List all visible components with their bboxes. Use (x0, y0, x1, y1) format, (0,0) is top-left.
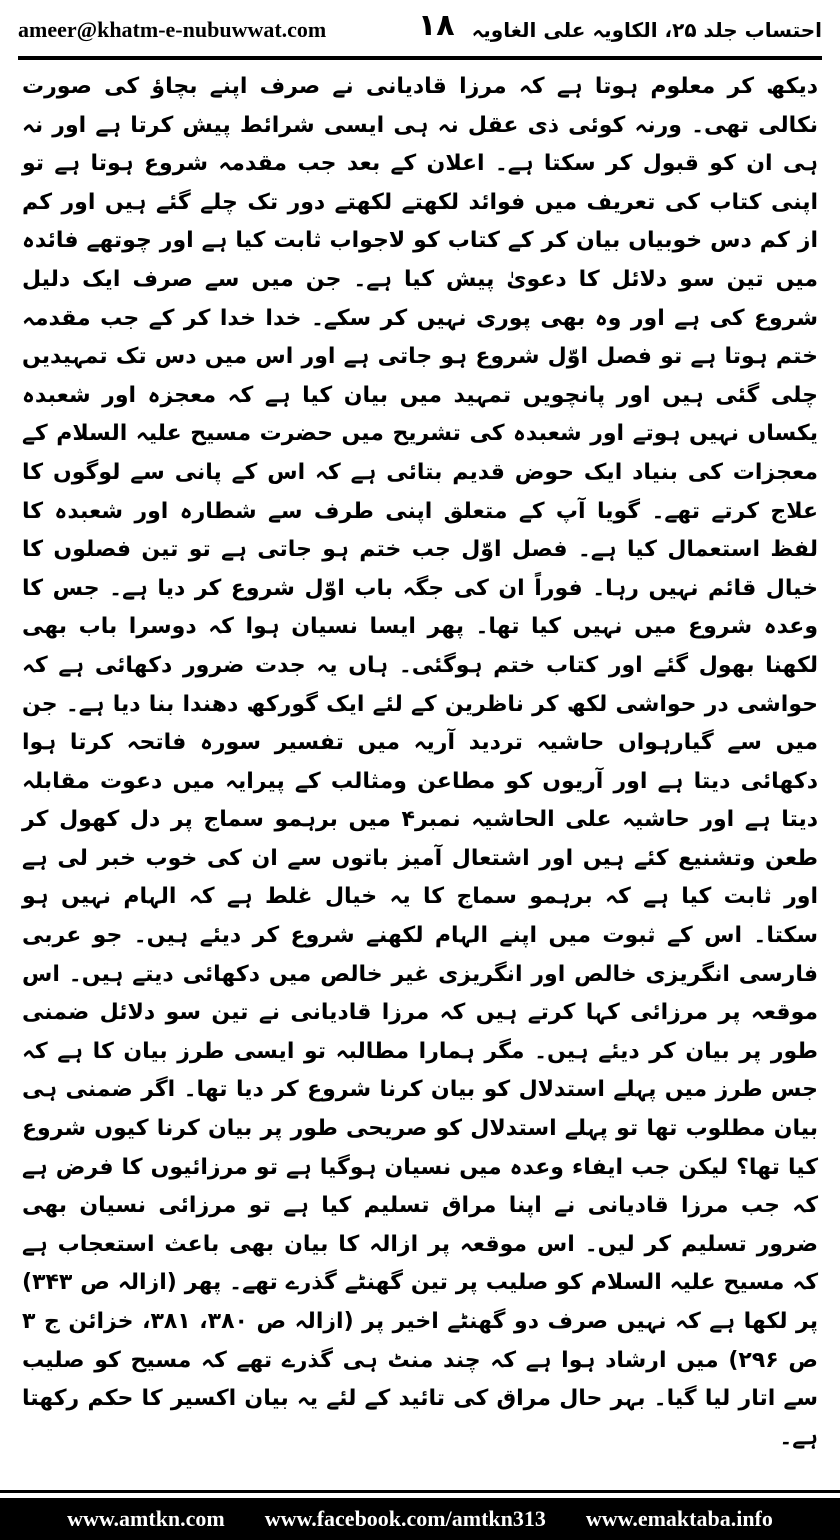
footer-divider (0, 1490, 840, 1493)
header-divider (18, 56, 822, 60)
footer-bar (0, 1498, 840, 1540)
page-number: ۱۸ (418, 8, 455, 43)
footer-link-amtkn[interactable]: www.amtkn.com (67, 1506, 225, 1531)
page-header (18, 10, 822, 50)
header-email[interactable]: ameer@khatm-e-nubuwwat.com (18, 17, 327, 42)
body-text (22, 68, 818, 1457)
footer-link-facebook[interactable]: www.facebook.com/amtkn313 (264, 1506, 546, 1531)
header-title: احتساب جلد ۲۵، الکاویہ علی الغاویہ (471, 18, 822, 42)
footer-link-emaktaba[interactable]: www.emaktaba.info (585, 1506, 773, 1531)
body-paragraph: دیکھ کر معلوم ہوتا ہے کہ مرزا قادیانی نے صرف اپنے بچاؤ کی صورت نکالی تھی۔ ورنہ کوئی ذی عقل نہ ہی ایسی شرائط پیش کرتا ہے اور نہ ہی ان کو قبول کر سکتا ہے۔ اعلان کے بعد جب مقدمہ شروع ہوتا ہے تو اپنی کتاب کی تعریف میں فوائد لکھتے لکھتے دور تک چلے گئے ہیں اور کم از کم دس خوبیاں بیان کر کے کتاب کو لاجواب ثابت کیا ہے اور چوتھے فائدہ میں تین سو دلائل کا دعویٰ پیش کیا ہے۔ جن میں سے صرف ایک دلیل شروع کی ہے اور وہ بھی پوری نہیں کر سکے۔ خدا خدا کر کے جب مقدمہ ختم ہوتا ہے تو فصل اوّل شروع ہو جاتی ہے اور اس میں دس تک تمہیدیں چلی گئی ہیں اور پانچویں تمہید میں بیان کیا ہے کہ معجزہ اور شعبدہ یکساں نہیں ہوتے اور شعبدہ کی تشریح میں حضرت مسیح علیہ السلام کے معجزات کی بنیاد ایک حوض قدیم بتائی ہے کہ اس کے پانی سے لوگوں کا علاج کرتے تھے۔ گویا آپ کے متعلق اپنی طرف سے شطارہ اور شعبدہ کا لفظ استعمال کیا ہے۔ فصل اوّل جب ختم ہو جاتی ہے تو تین فصلوں کا خیال قائم نہیں رہا۔ فوراً ان کی جگہ باب اوّل شروع کر دیا ہے۔ جس کا وعدہ شروع میں نہیں کیا تھا۔ پھر ایسا نسیان ہوا کہ دوسرا باب بھی لکھنا بھول گئے اور کتاب ختم ہوگئی۔ ہاں یہ جدت ضرور دکھائی ہے کہ حواشی در حواشی لکھ کر ناظرین کے لئے ایک گورکھ دھندا بنا دیا ہے۔ جن میں سے گیارہواں حاشیہ تردید آریہ میں تفسیر سورہ فاتحہ کرتا ہوا دکھائی دیتا ہے اور آریوں کو مطاعن ومثالب کے پیرایہ میں دعوت مقابلہ دیتا ہے اور حاشیہ علی الحاشیہ نمبر۴ میں برہمو سماج پر دل کھول کر طعن وتشنیع کئے ہیں اور اشتعال آمیز باتوں سے ان کی خوب خبر لی ہے اور ثابت کیا ہے کہ برہمو سماج کا یہ خیال غلط ہے کہ الہام نہیں ہو سکتا۔ اس کے ثبوت میں اپنے الہام لکھنے شروع کر دیئے ہیں۔ جو عربی فارسی انگریزی خالص اور انگریزی غیر خالص میں دکھائی دیتے ہیں۔ اس موقعہ پر مرزائی کہا کرتے ہیں کہ مرزا قادیانی نے تین سو دلائل ضمنی طور پر بیان کر دیئے ہیں۔ مگر ہمارا مطالبہ تو ایسی طرز بیان کا ہے کہ جس طرز میں پہلے استدلال کو بیان کرنا شروع کر دیا تھا۔ اگر ضمنی ہی بیان مطلوب تھا تو پہلے استدلال کو صریحی طور پر بیان کرنا کیوں شروع کیا تھا؟ لیکن جب ایفاء وعدہ میں نسیان ہوگیا ہے تو مرزائیوں کا فرض ہے کہ جب مرزا قادیانی نے اپنا مراق تسلیم کیا ہے تو مرزائی نسیان بھی ضرور تسلیم کر لیں۔ اس موقعہ پر ازالہ کا بیان بھی باعث استعجاب ہے کہ مسیح علیہ السلام کو صلیب پر تین گھنٹے گذرے تھے۔ پھر (ازالہ ص ۳۴۳) پر لکھا ہے کہ نہیں صرف دو گھنٹے اخیر پر (ازالہ ص ۳۸۰، ۳۸۱، خزائن ج ۳ ص ۲۹۶) میں ارشاد ہوا ہے کہ چند منٹ ہی گذرے تھے کہ مسیح کو صلیب سے اتار لیا گیا۔ بہر حال مراق کی تائید کے لئے یہ بیان اکسیر کا حکم رکھتا ہے۔ (22, 74, 818, 1450)
